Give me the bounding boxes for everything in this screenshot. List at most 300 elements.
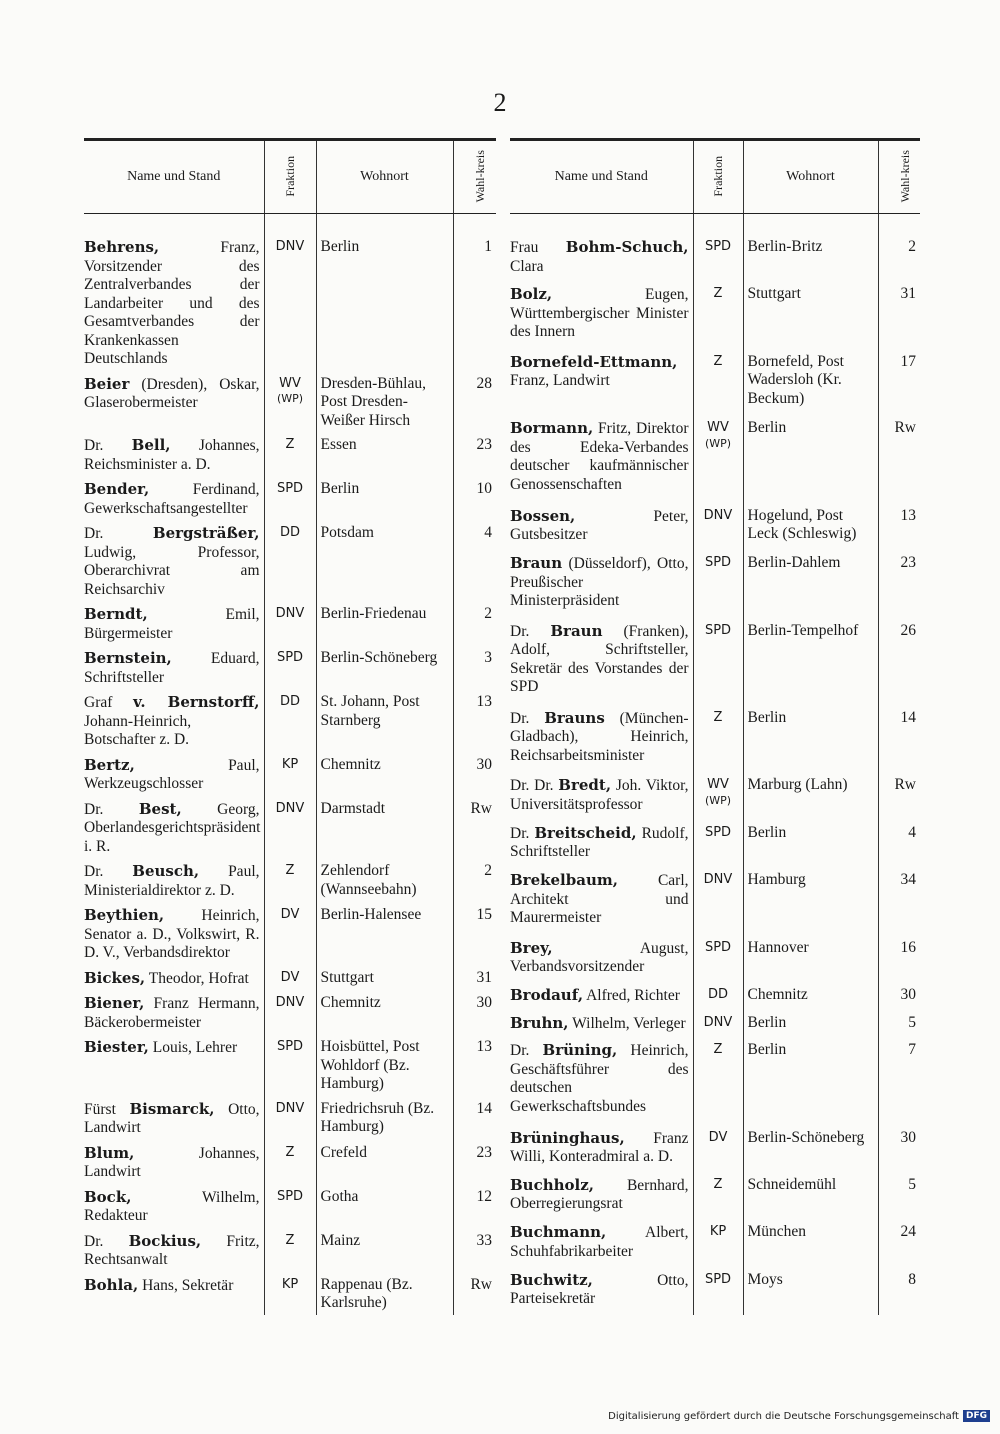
member-name — [510, 1219, 693, 1266]
member-wohnort: Berlin — [316, 476, 453, 520]
member-name — [510, 867, 693, 934]
fraktion-code: KP — [709, 1224, 727, 1240]
member-name — [84, 601, 264, 645]
member-surname: Braun — [510, 554, 563, 573]
fraktion-sub: (WP) — [704, 793, 732, 807]
member-title: Dr. — [84, 863, 104, 880]
member-wohnort: Chemnitz — [316, 990, 453, 1034]
member-wahlkreis: 23 — [453, 1140, 496, 1184]
member-details: Heinrich, Senator a. D., Volkswirt, R. D. V., Verbandsdirektor — [84, 907, 260, 961]
fraktion-code: DD — [279, 525, 301, 540]
member-surname: Bredt, — [558, 776, 612, 795]
fraktion-code: Z — [285, 437, 295, 452]
member-fraktion — [693, 705, 743, 772]
member-fraktion — [264, 965, 316, 991]
table-row — [510, 618, 920, 705]
member-details: Alfred, Richter — [586, 987, 680, 1005]
member-wohnort: Berlin — [743, 705, 878, 772]
member-surname: Breitscheid, — [534, 823, 637, 842]
member-fraktion — [693, 1010, 743, 1038]
member-wahlkreis: 26 — [878, 618, 920, 705]
fraktion-code: DNV — [703, 872, 733, 888]
member-details: Joh. Viktor, Universitätsprofessor — [510, 777, 689, 813]
member-surname: Beusch, — [132, 862, 200, 880]
member-wohnort: Berlin — [316, 234, 453, 371]
member-fraktion — [264, 1140, 316, 1184]
member-surname: Bertz, — [84, 755, 135, 774]
table-row — [84, 752, 496, 796]
fraktion-code: SPD — [276, 1188, 304, 1204]
member-surname: Behrens, — [84, 238, 160, 256]
member-wahlkreis: 31 — [453, 965, 496, 991]
member-details: Wilhelm, Redakteur — [84, 1188, 260, 1224]
fraktion-code: KP — [281, 1276, 299, 1292]
fraktion-code: KP — [281, 756, 299, 772]
member-surname: Bender, — [84, 480, 150, 498]
member-surname: Bolz, — [510, 285, 553, 304]
member-name — [510, 1037, 693, 1124]
table-row — [84, 645, 496, 689]
member-surname: Bell, — [131, 436, 171, 454]
member-surname: Berndt, — [84, 605, 148, 623]
member-wahlkreis: 30 — [453, 990, 496, 1034]
member-wahlkreis: 4 — [878, 820, 920, 867]
member-wahlkreis: 24 — [878, 1219, 920, 1266]
member-name — [510, 1172, 693, 1219]
member-fraktion — [693, 234, 743, 281]
digitization-credit — [608, 1410, 990, 1422]
header-wahlkreis: Wahl-kreis — [878, 140, 920, 214]
member-wohnort: Berlin-Friedenau — [316, 601, 453, 645]
member-fraktion — [693, 503, 743, 550]
fraktion-code: SPD — [704, 622, 732, 638]
member-wohnort: Stuttgart — [743, 281, 878, 348]
member-title: Dr. — [84, 800, 104, 818]
member-wahlkreis: 2 — [453, 601, 496, 645]
member-wohnort: Dresden-Bühlau, Post Dresden-Weißer Hirsch — [316, 371, 453, 433]
table-row — [510, 281, 920, 348]
member-fraktion — [693, 820, 743, 867]
member-fraktion — [693, 281, 743, 348]
member-details: (Düsseldorf), Otto, Preußischer Ministerpräsident — [510, 555, 689, 610]
member-wohnort: Stuttgart — [316, 965, 453, 991]
member-wohnort: Berlin-Schöneberg — [743, 1125, 878, 1172]
table-row — [510, 772, 920, 819]
member-wahlkreis: 15 — [453, 902, 496, 965]
fraktion-code: DNV — [275, 606, 305, 621]
member-name — [84, 990, 264, 1034]
table-row — [84, 371, 496, 433]
member-fraktion — [693, 982, 743, 1010]
member-wahlkreis: 28 — [453, 371, 496, 433]
table-row — [510, 1037, 920, 1124]
member-name — [84, 432, 264, 476]
page-number: 2 — [493, 88, 507, 117]
member-title: Dr. — [510, 622, 530, 640]
member-wahlkreis: 14 — [878, 705, 920, 772]
member-name — [84, 902, 264, 965]
member-name — [84, 1228, 264, 1272]
register-table-right — [510, 138, 920, 1315]
fraktion-code: Z — [713, 1176, 723, 1192]
table-row — [84, 234, 496, 371]
table-row — [510, 1219, 920, 1266]
member-name — [84, 689, 264, 752]
member-surname: Beythien, — [84, 906, 165, 924]
member-wohnort: Berlin-Dahlem — [743, 550, 878, 617]
member-details: Otto, Parteisekretär — [510, 1271, 689, 1308]
member-wohnort: Chemnitz — [316, 752, 453, 796]
member-fraktion — [264, 432, 316, 476]
member-surname: Bohla, — [84, 1275, 139, 1294]
fraktion-code: Z — [285, 1232, 295, 1248]
member-name — [84, 234, 264, 371]
member-surname: Brekelbaum, — [510, 871, 618, 890]
fraktion-code: DNV — [275, 995, 305, 1010]
fraktion-code: DNV — [703, 1014, 733, 1030]
member-surname: Brauns — [544, 708, 605, 727]
member-fraktion — [264, 796, 316, 859]
table-row — [510, 1010, 920, 1038]
member-name — [84, 1034, 264, 1096]
register-body-right — [510, 234, 920, 1315]
member-surname: Bergsträßer, — [152, 524, 260, 542]
fraktion-code: SPD — [704, 939, 732, 955]
member-wahlkreis: 34 — [878, 867, 920, 934]
table-row — [510, 550, 920, 617]
member-details: Eugen, Württembergischer Minister des Innern — [510, 286, 689, 341]
member-fraktion — [264, 689, 316, 752]
table-row — [510, 1172, 920, 1219]
member-surname: Bossen, — [510, 506, 576, 525]
member-wahlkreis: 30 — [878, 1125, 920, 1172]
member-details: Otto, Landwirt — [84, 1100, 260, 1136]
header-name: Name und Stand — [84, 140, 264, 214]
member-fraktion — [693, 1267, 743, 1315]
member-fraktion — [693, 935, 743, 982]
fraktion-code: SPD — [704, 239, 732, 254]
table-row — [84, 965, 496, 991]
member-surname: Bohm-Schuch, — [565, 238, 689, 256]
fraktion-code: WV — [707, 777, 729, 793]
table-row — [84, 858, 496, 902]
table-row — [510, 349, 920, 415]
member-title: Dr. — [510, 709, 530, 727]
member-surname: Brüninghaus, — [510, 1128, 625, 1147]
member-name — [84, 520, 264, 601]
member-name — [510, 705, 693, 772]
fraktion-code: DV — [280, 907, 300, 922]
member-surname: Buchwitz, — [510, 1270, 593, 1289]
member-wohnort: Rappenau (Bz. Karlsruhe) — [316, 1272, 453, 1315]
member-details: Franz, Vorsitzender des Zentralverbandes der Landarbeiter und des Gesamtverbandes der Krankenkassen Deutschlands — [84, 239, 260, 367]
member-wohnort: Hamburg — [743, 867, 878, 934]
member-title: Dr. — [84, 437, 104, 454]
member-details: Heinrich, Geschäftsführer des deutschen Gewerkschaftsbundes — [510, 1042, 689, 1115]
header-wohnort: Wohnort — [743, 140, 878, 214]
member-surname: Biener, — [84, 994, 145, 1012]
fraktion-code: WV — [279, 375, 301, 391]
fraktion-code: DNV — [275, 1100, 305, 1116]
header-fraktion: Fraktion — [264, 140, 316, 214]
member-fraktion — [264, 902, 316, 965]
member-surname: Braun — [550, 621, 603, 640]
fraktion-code: SPD — [704, 555, 732, 571]
member-details: August, Verbandsvorsitzender — [510, 939, 689, 976]
member-wohnort: Berlin — [743, 415, 878, 502]
member-wohnort: Berlin-Halensee — [316, 902, 453, 965]
member-wahlkreis: 13 — [453, 1034, 496, 1096]
member-wahlkreis: 16 — [878, 935, 920, 982]
member-details: (Franken), Adolf, Schriftsteller, Sekretär des Vorstandes der SPD — [510, 622, 689, 695]
member-wohnort: Gotha — [316, 1184, 453, 1228]
member-name — [84, 476, 264, 520]
member-name — [84, 965, 264, 991]
table-row — [510, 415, 920, 502]
fraktion-code: Z — [285, 863, 295, 878]
table-row — [84, 476, 496, 520]
member-details: Johannes, Reichsminister a. D. — [84, 437, 260, 473]
fraktion-code: Z — [713, 709, 723, 725]
member-wahlkreis: 1 — [453, 234, 496, 371]
member-surname: Brey, — [510, 938, 553, 957]
member-wohnort: Berlin-Schöneberg — [316, 645, 453, 689]
member-fraktion — [264, 520, 316, 601]
header-wohnort: Wohnort — [316, 140, 453, 214]
member-wohnort: Berlin — [743, 1037, 878, 1124]
member-wohnort: Hannover — [743, 935, 878, 982]
member-name — [510, 772, 693, 819]
table-row — [510, 234, 920, 281]
member-title: Dr. — [84, 525, 104, 542]
member-wahlkreis: Rw — [878, 415, 920, 502]
member-surname: Buchholz, — [510, 1175, 594, 1194]
fraktion-code: SPD — [704, 1271, 732, 1287]
member-details: Emil, Bürgermeister — [84, 606, 260, 642]
member-name — [510, 349, 693, 415]
member-details: Louis, Lehrer — [152, 1039, 238, 1056]
member-name — [510, 618, 693, 705]
member-details: Rudolf, Schriftsteller — [510, 824, 689, 861]
member-surname: Buchmann, — [510, 1223, 607, 1242]
member-wohnort: Berlin-Britz — [743, 234, 878, 281]
member-fraktion — [264, 1228, 316, 1272]
member-wahlkreis: 31 — [878, 281, 920, 348]
member-fraktion — [693, 1172, 743, 1219]
member-name — [510, 234, 693, 281]
member-wohnort: Bornefeld, Post Wadersloh (Kr. Beckum) — [743, 349, 878, 415]
member-title: Dr. — [84, 1232, 104, 1250]
member-name — [510, 820, 693, 867]
member-wohnort: Schneidemühl — [743, 1172, 878, 1219]
member-surname: Brüning, — [542, 1041, 618, 1060]
table-row — [84, 432, 496, 476]
member-name — [510, 550, 693, 617]
member-details: Fritz, Direktor des Edeka-Verbandes deutscher kaufmännischer Genossenschaften — [510, 420, 689, 493]
member-details: Clara — [510, 257, 544, 275]
table-row — [84, 1228, 496, 1272]
member-wahlkreis: 2 — [878, 234, 920, 281]
member-surname: v. Bernstorff, — [133, 693, 260, 711]
table-row — [510, 867, 920, 934]
member-title: Dr. — [510, 1042, 530, 1060]
member-details: Hans, Sekretär — [142, 1276, 234, 1294]
member-fraktion — [693, 415, 743, 502]
fraktion-code: DV — [708, 1129, 728, 1145]
register-table-left — [84, 138, 496, 1315]
member-fraktion — [264, 990, 316, 1034]
dfg-logo: DFG — [963, 1410, 990, 1422]
member-name — [510, 1125, 693, 1172]
member-fraktion — [264, 371, 316, 433]
fraktion-code: SPD — [276, 481, 304, 496]
member-title: Dr. — [510, 824, 530, 842]
member-name — [84, 1140, 264, 1184]
member-fraktion — [264, 858, 316, 902]
member-wahlkreis: Rw — [453, 796, 496, 859]
member-name — [84, 858, 264, 902]
credit-text: Digitalisierung gefördert durch die Deutsche Forschungsgemeinschaft — [608, 1410, 959, 1422]
fraktion-code: Z — [713, 353, 723, 369]
member-wohnort: Friedrichsruh (Bz. Hamburg) — [316, 1096, 453, 1140]
table-row — [510, 503, 920, 550]
fraktion-code: DD — [279, 694, 301, 709]
member-fraktion — [264, 752, 316, 796]
table-row — [84, 1034, 496, 1096]
member-surname: Bock, — [84, 1187, 132, 1206]
member-title: Frau — [510, 239, 539, 256]
table-row — [84, 1272, 496, 1315]
member-wahlkreis: 17 — [878, 349, 920, 415]
member-surname: Blum, — [84, 1143, 135, 1162]
table-row — [84, 601, 496, 645]
fraktion-code: DNV — [275, 800, 305, 816]
member-surname: Bickes, — [84, 968, 146, 987]
member-wahlkreis: 10 — [453, 476, 496, 520]
member-wohnort: Hoisbüttel, Post Wohldorf (Bz. Hamburg) — [316, 1034, 453, 1096]
member-fraktion — [264, 1272, 316, 1315]
member-surname: Biester, — [84, 1038, 149, 1056]
member-wohnort: St. Johann, Post Starnberg — [316, 689, 453, 752]
member-details: Bernhard, Oberregierungsrat — [510, 1176, 689, 1213]
table-row — [510, 820, 920, 867]
member-wohnort: Berlin — [743, 1010, 878, 1038]
member-wahlkreis: 13 — [453, 689, 496, 752]
member-wohnort: Darmstadt — [316, 796, 453, 859]
member-wohnort: Potsdam — [316, 520, 453, 601]
header-fraktion: Fraktion — [693, 140, 743, 214]
member-name — [84, 1184, 264, 1228]
table-row — [84, 902, 496, 965]
member-surname: Bruhn, — [510, 1013, 569, 1032]
member-wahlkreis: 4 — [453, 520, 496, 601]
member-surname: Bormann, — [510, 419, 594, 438]
member-wahlkreis: 13 — [878, 503, 920, 550]
fraktion-code: DNV — [275, 239, 305, 254]
fraktion-code: DNV — [703, 507, 733, 523]
member-fraktion — [693, 1219, 743, 1266]
member-details: Ludwig, Professor, Oberarchivrat am Reichsarchiv — [84, 543, 260, 598]
fraktion-code: DD — [707, 987, 729, 1003]
member-surname: Bornefeld-Ettmann, — [510, 352, 678, 371]
fraktion-code: Z — [285, 1144, 295, 1160]
table-row — [510, 935, 920, 982]
member-wohnort: Zehlendorf (Wannseebahn) — [316, 858, 453, 902]
member-fraktion — [693, 550, 743, 617]
table-row — [510, 1125, 920, 1172]
member-fraktion — [693, 618, 743, 705]
member-details: Carl, Architekt und Maurermeister — [510, 872, 689, 927]
member-wahlkreis: 2 — [453, 858, 496, 902]
member-wahlkreis: 3 — [453, 645, 496, 689]
member-surname: Bockius, — [128, 1231, 202, 1250]
member-wahlkreis: 12 — [453, 1184, 496, 1228]
member-fraktion — [264, 476, 316, 520]
member-details: Franz, Landwirt — [510, 372, 610, 390]
member-fraktion — [264, 234, 316, 371]
member-fraktion — [264, 601, 316, 645]
member-fraktion — [264, 1096, 316, 1140]
fraktion-code: Z — [713, 286, 723, 302]
table-row — [84, 1184, 496, 1228]
member-name — [84, 645, 264, 689]
member-wahlkreis: 23 — [878, 550, 920, 617]
member-wohnort: Berlin — [743, 820, 878, 867]
member-wohnort: Hogelund, Post Leck (Schleswig) — [743, 503, 878, 550]
member-details: Wilhelm, Verleger — [572, 1014, 686, 1032]
member-name — [84, 1096, 264, 1140]
fraktion-code: SPD — [276, 1039, 304, 1054]
fraktion-sub: (WP) — [704, 436, 732, 450]
member-wohnort: Berlin-Tempelhof — [743, 618, 878, 705]
fraktion-sub: (WP) — [276, 392, 304, 405]
member-name — [510, 503, 693, 550]
fraktion-code: SPD — [704, 824, 732, 840]
member-wahlkreis: 5 — [878, 1010, 920, 1038]
member-wohnort: Moys — [743, 1267, 878, 1315]
member-name — [510, 415, 693, 502]
table-row — [510, 1267, 920, 1315]
member-details: Georg, Oberlandesgerichtspräsident i. R. — [84, 800, 261, 855]
member-wohnort: Crefeld — [316, 1140, 453, 1184]
register-columns — [84, 138, 920, 1315]
member-fraktion — [693, 349, 743, 415]
member-wahlkreis: Rw — [878, 772, 920, 819]
member-wahlkreis: 23 — [453, 432, 496, 476]
member-details: Johann-Heinrich, Botschafter z. D. — [84, 712, 192, 748]
member-title: Graf — [84, 694, 113, 711]
member-name — [510, 935, 693, 982]
table-row — [510, 982, 920, 1010]
table-row — [84, 1096, 496, 1140]
member-name — [84, 1272, 264, 1315]
member-wahlkreis: 30 — [878, 982, 920, 1010]
member-wahlkreis: 5 — [878, 1172, 920, 1219]
member-details: Franz Willi, Konteradmiral a. D. — [510, 1129, 689, 1165]
member-details: Ferdinand, Gewerkschaftsangestellter — [84, 481, 260, 517]
table-row — [84, 990, 496, 1034]
member-details: Fritz, Rechtsanwalt — [84, 1232, 260, 1268]
member-title: Fürst — [84, 1100, 116, 1118]
member-name — [510, 1010, 693, 1038]
member-surname: Brodauf, — [510, 986, 584, 1005]
member-details: Franz Hermann, Bäckerobermeister — [84, 995, 260, 1031]
member-name — [510, 1267, 693, 1315]
member-wahlkreis: 30 — [453, 752, 496, 796]
member-wohnort: München — [743, 1219, 878, 1266]
member-wahlkreis: 8 — [878, 1267, 920, 1315]
member-wahlkreis: 14 — [453, 1096, 496, 1140]
